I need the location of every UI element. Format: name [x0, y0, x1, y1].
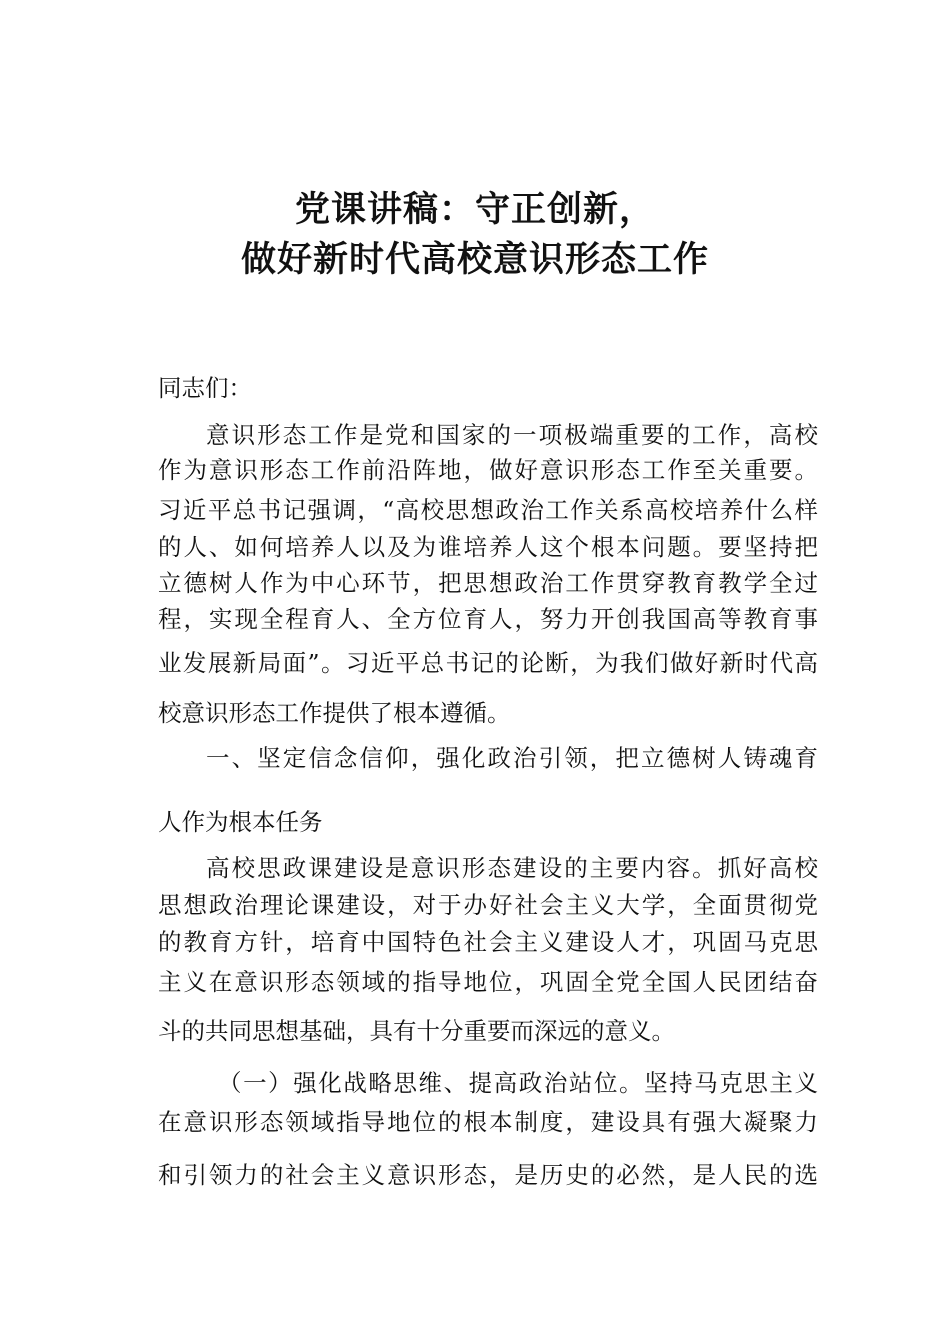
document-title-line-2: 做好新时代高校意识形态工作	[240, 240, 709, 280]
body-line: 在意识形态领域指导地位的根本制度，建设具有强大凝聚力	[158, 1108, 818, 1136]
body-line: （一）强化战略思维、提高政治站位。坚持马克思主义	[218, 1069, 818, 1097]
body-line: 高校思政课建设是意识形态建设的主要内容。抓好高校	[206, 854, 818, 882]
body-line: 的人、如何培养人以及为谁培养人这个根本问题。要坚持把	[158, 533, 818, 561]
body-line: 主义在意识形态领域的指导地位，巩固全党全国人民团结奋	[158, 968, 818, 996]
body-line: 作为意识形态工作前沿阵地，做好意识形态工作至关重要。	[158, 456, 818, 484]
body-line: 业发展新局面”。习近平总书记的论断，为我们做好新时代高	[158, 649, 818, 677]
body-line: 习近平总书记强调，“高校思想政治工作关系高校培养什么样	[158, 496, 818, 524]
body-line: 的教育方针，培育中国特色社会主义建设人才，巩固马克思	[158, 928, 818, 956]
body-line: 斗的共同思想基础，具有十分重要而深远的意义。	[158, 1017, 675, 1045]
body-line: 校意识形态工作提供了根本遵循。	[158, 699, 511, 727]
document-title-line-1: 党课讲稿：守正创新，	[294, 190, 655, 230]
section-heading-line-2: 人作为根本任务	[158, 808, 323, 836]
body-line: 思想政治理论课建设，对于办好社会主义大学，全面贯彻党	[158, 891, 818, 919]
body-line: 立德树人作为中心环节，把思想政治工作贯穿教育教学全过	[158, 569, 818, 597]
greeting: 同志们：	[158, 374, 252, 402]
body-line: 意识形态工作是党和国家的一项极端重要的工作，高校	[206, 421, 818, 449]
section-heading-line-1: 一、坚定信念信仰，强化政治引领，把立德树人铸魂育	[206, 744, 818, 772]
body-line: 程，实现全程育人、全方位育人，努力开创我国高等教育事	[158, 605, 818, 633]
body-line: 和引领力的社会主义意识形态，是历史的必然，是人民的选	[158, 1161, 818, 1189]
